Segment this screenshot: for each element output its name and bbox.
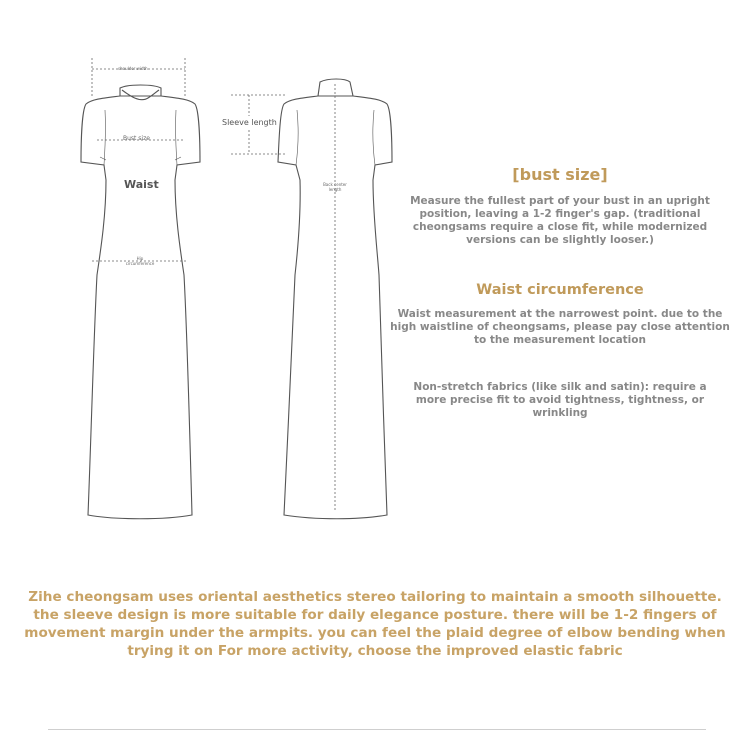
waist-description: Waist measurement at the narrowest point. due to the high waistline of cheongsams, please pay close attention to the measurement location xyxy=(390,308,730,346)
bust-size-section xyxy=(385,165,735,247)
fabric-note: Non-stretch fabrics (like silk and satin): require a more precise fit to avoid tightness, tightness, or wrinkling xyxy=(413,381,707,419)
back-center-length-label: Back center length xyxy=(323,182,347,192)
sleeve-length-label: Sleeve length xyxy=(222,118,277,127)
bust-size-heading: [bust size] xyxy=(512,165,608,184)
fabric-note-section xyxy=(385,381,735,420)
bottom-divider xyxy=(48,729,706,730)
front-measure-lines xyxy=(92,58,188,261)
waist-section xyxy=(385,282,735,347)
cheongsam-sketches xyxy=(0,0,420,540)
hip-circumference-label: Hip circumference xyxy=(125,256,155,266)
shoulder-width-label: shoulder width xyxy=(118,66,148,71)
bust-size-label: Bust size xyxy=(123,135,150,142)
back-measure-lines xyxy=(231,84,335,512)
waist-heading: Waist circumference xyxy=(476,282,644,298)
waist-label: Waist xyxy=(124,178,159,191)
size-diagram xyxy=(0,0,420,540)
bust-size-description: Measure the fullest part of your bust in an upright position, leaving a 1-2 finger's gap. (traditional cheongsams require a close fit, while modernized versions can be slightly looser.) xyxy=(410,195,710,246)
bottom-description: Zihe cheongsam uses oriental aesthetics stereo tailoring to maintain a smooth silhouette. the sleeve design is more suitable for daily elegance posture. there will be 1-2 fingers of movement margin under the armpits. you can feel the plaid degree of elbow bending when trying it on For more activity, choose the improved elastic fabric xyxy=(24,589,726,659)
front-view-dress xyxy=(81,85,200,519)
